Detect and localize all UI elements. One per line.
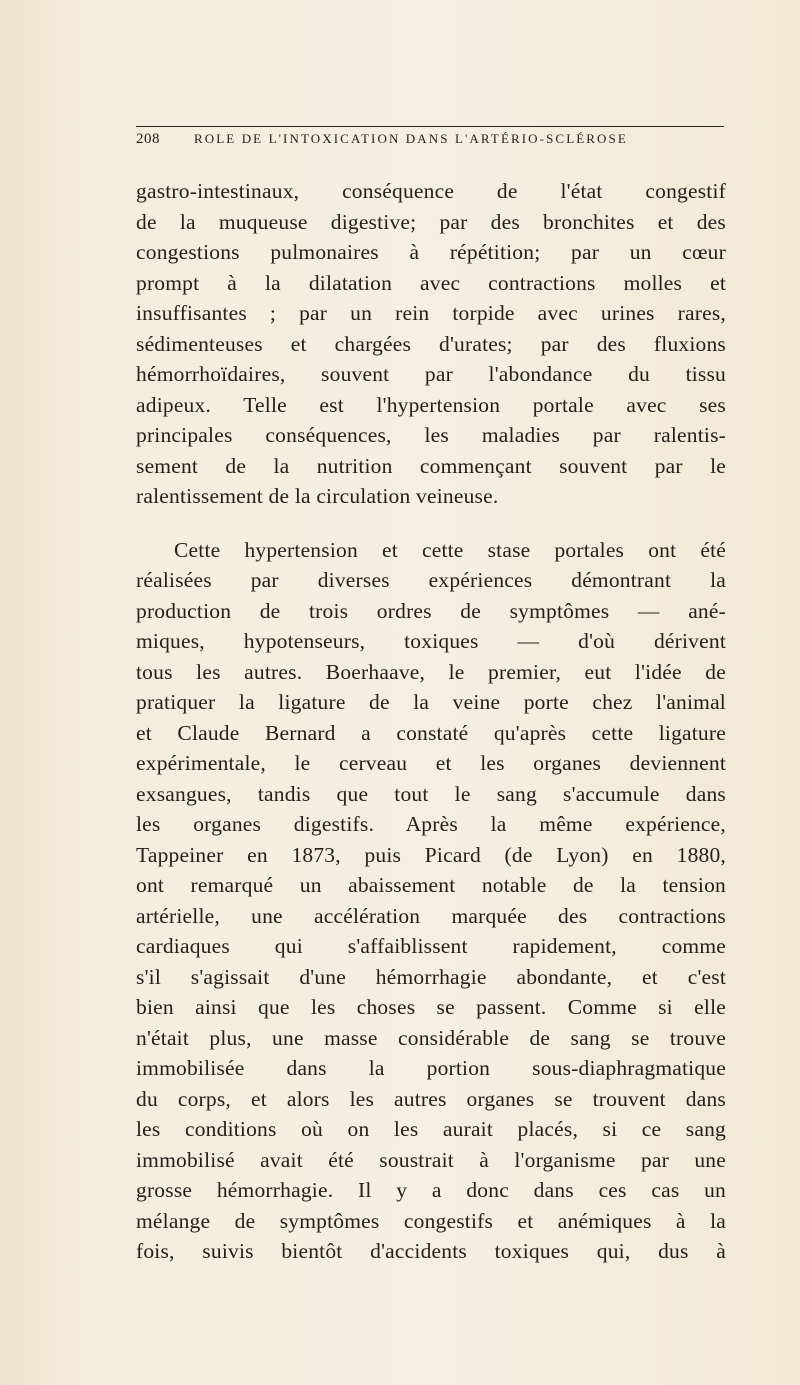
text-line: hémorrhoïdaires, souvent par l'abondance du tissu <box>136 362 726 386</box>
text-line: sédimenteuses et chargées d'urates; par des fluxions <box>136 331 726 356</box>
text-line: de la muqueuse digestive; par des bronchites et des <box>136 209 726 234</box>
paragraph-1 <box>136 176 726 512</box>
text-line: production de trois ordres de symptômes — ané- <box>136 598 726 623</box>
text-line: n'était plus, une masse considérable de sang se trouve <box>136 1025 726 1050</box>
text-line: tous les autres. Boerhaave, le premier, eut l'idée de <box>136 659 726 684</box>
text-line: adipeux. Telle est l'hypertension portale avec ses <box>136 392 726 417</box>
text-line: artérielle, une accélération marquée des contractions <box>136 903 726 928</box>
paragraph-2 <box>136 535 726 1267</box>
text-line: ont remarqué un abaissement notable de la tension <box>136 873 726 897</box>
page-number: 208 <box>136 131 160 147</box>
text-line: exsangues, tandis que tout le sang s'accumule dans <box>136 781 726 806</box>
text-line: pratiquer la ligature de la veine porte chez l'animal <box>136 690 726 714</box>
text-line: sement de la nutrition commençant souvent par le <box>136 453 726 478</box>
text-line: ralentissement de la circulation veineuse. <box>136 484 499 508</box>
header-rule <box>136 126 724 127</box>
text-line: réalisées par diverses expériences démontrant la <box>136 568 726 592</box>
text-line: expérimentale, le cerveau et les organes deviennent <box>136 751 726 775</box>
running-title: ROLE DE L'INTOXICATION DANS L'ARTÉRIO-SCLÉROSE <box>194 131 628 146</box>
text-line: les conditions où on les aurait placés, si ce sang <box>136 1117 726 1141</box>
text-line: miques, hypotenseurs, toxiques — d'où dérivent <box>136 629 726 653</box>
text-line: bien ainsi que les choses se passent. Comme si elle <box>136 995 726 1019</box>
paragraph-spacer <box>136 512 726 535</box>
text-line: Tappeiner en 1873, puis Picard (de Lyon) en 1880, <box>136 842 726 867</box>
text-line: s'il s'agissait d'une hémorrhagie abondante, et c'est <box>136 964 726 989</box>
text-line: insuffisantes ; par un rein torpide avec urines rares, <box>136 301 726 325</box>
text-line: cardiaques qui s'affaiblissent rapidement, comme <box>136 934 726 958</box>
text-line: congestions pulmonaires à répétition; par un cœur <box>136 240 726 264</box>
text-line: immobilisé avait été soustrait à l'organisme par une <box>136 1147 726 1172</box>
text-line: les organes digestifs. Après la même expérience, <box>136 812 726 836</box>
text-line: grosse hémorrhagie. Il y a donc dans ces cas un <box>136 1178 726 1202</box>
text-line: immobilisée dans la portion sous-diaphragmatique <box>136 1056 726 1080</box>
text-line: du corps, et alors les autres organes se trouvent dans <box>136 1086 726 1111</box>
running-header <box>136 126 724 148</box>
body-text <box>136 176 726 1267</box>
text-line: gastro-intestinaux, conséquence de l'état congestif <box>136 179 726 203</box>
text-line: prompt à la dilatation avec contractions molles et <box>136 270 726 295</box>
text-line: principales conséquences, les maladies par ralentis- <box>136 423 726 447</box>
text-line: fois, suivis bientôt d'accidents toxiques qui, dus à <box>136 1239 726 1263</box>
text-line: et Claude Bernard a constaté qu'après cette ligature <box>136 720 726 745</box>
text-line: Cette hypertension et cette stase portales ont été <box>174 537 726 562</box>
text-line: mélange de symptômes congestifs et anémiques à la <box>136 1208 726 1233</box>
